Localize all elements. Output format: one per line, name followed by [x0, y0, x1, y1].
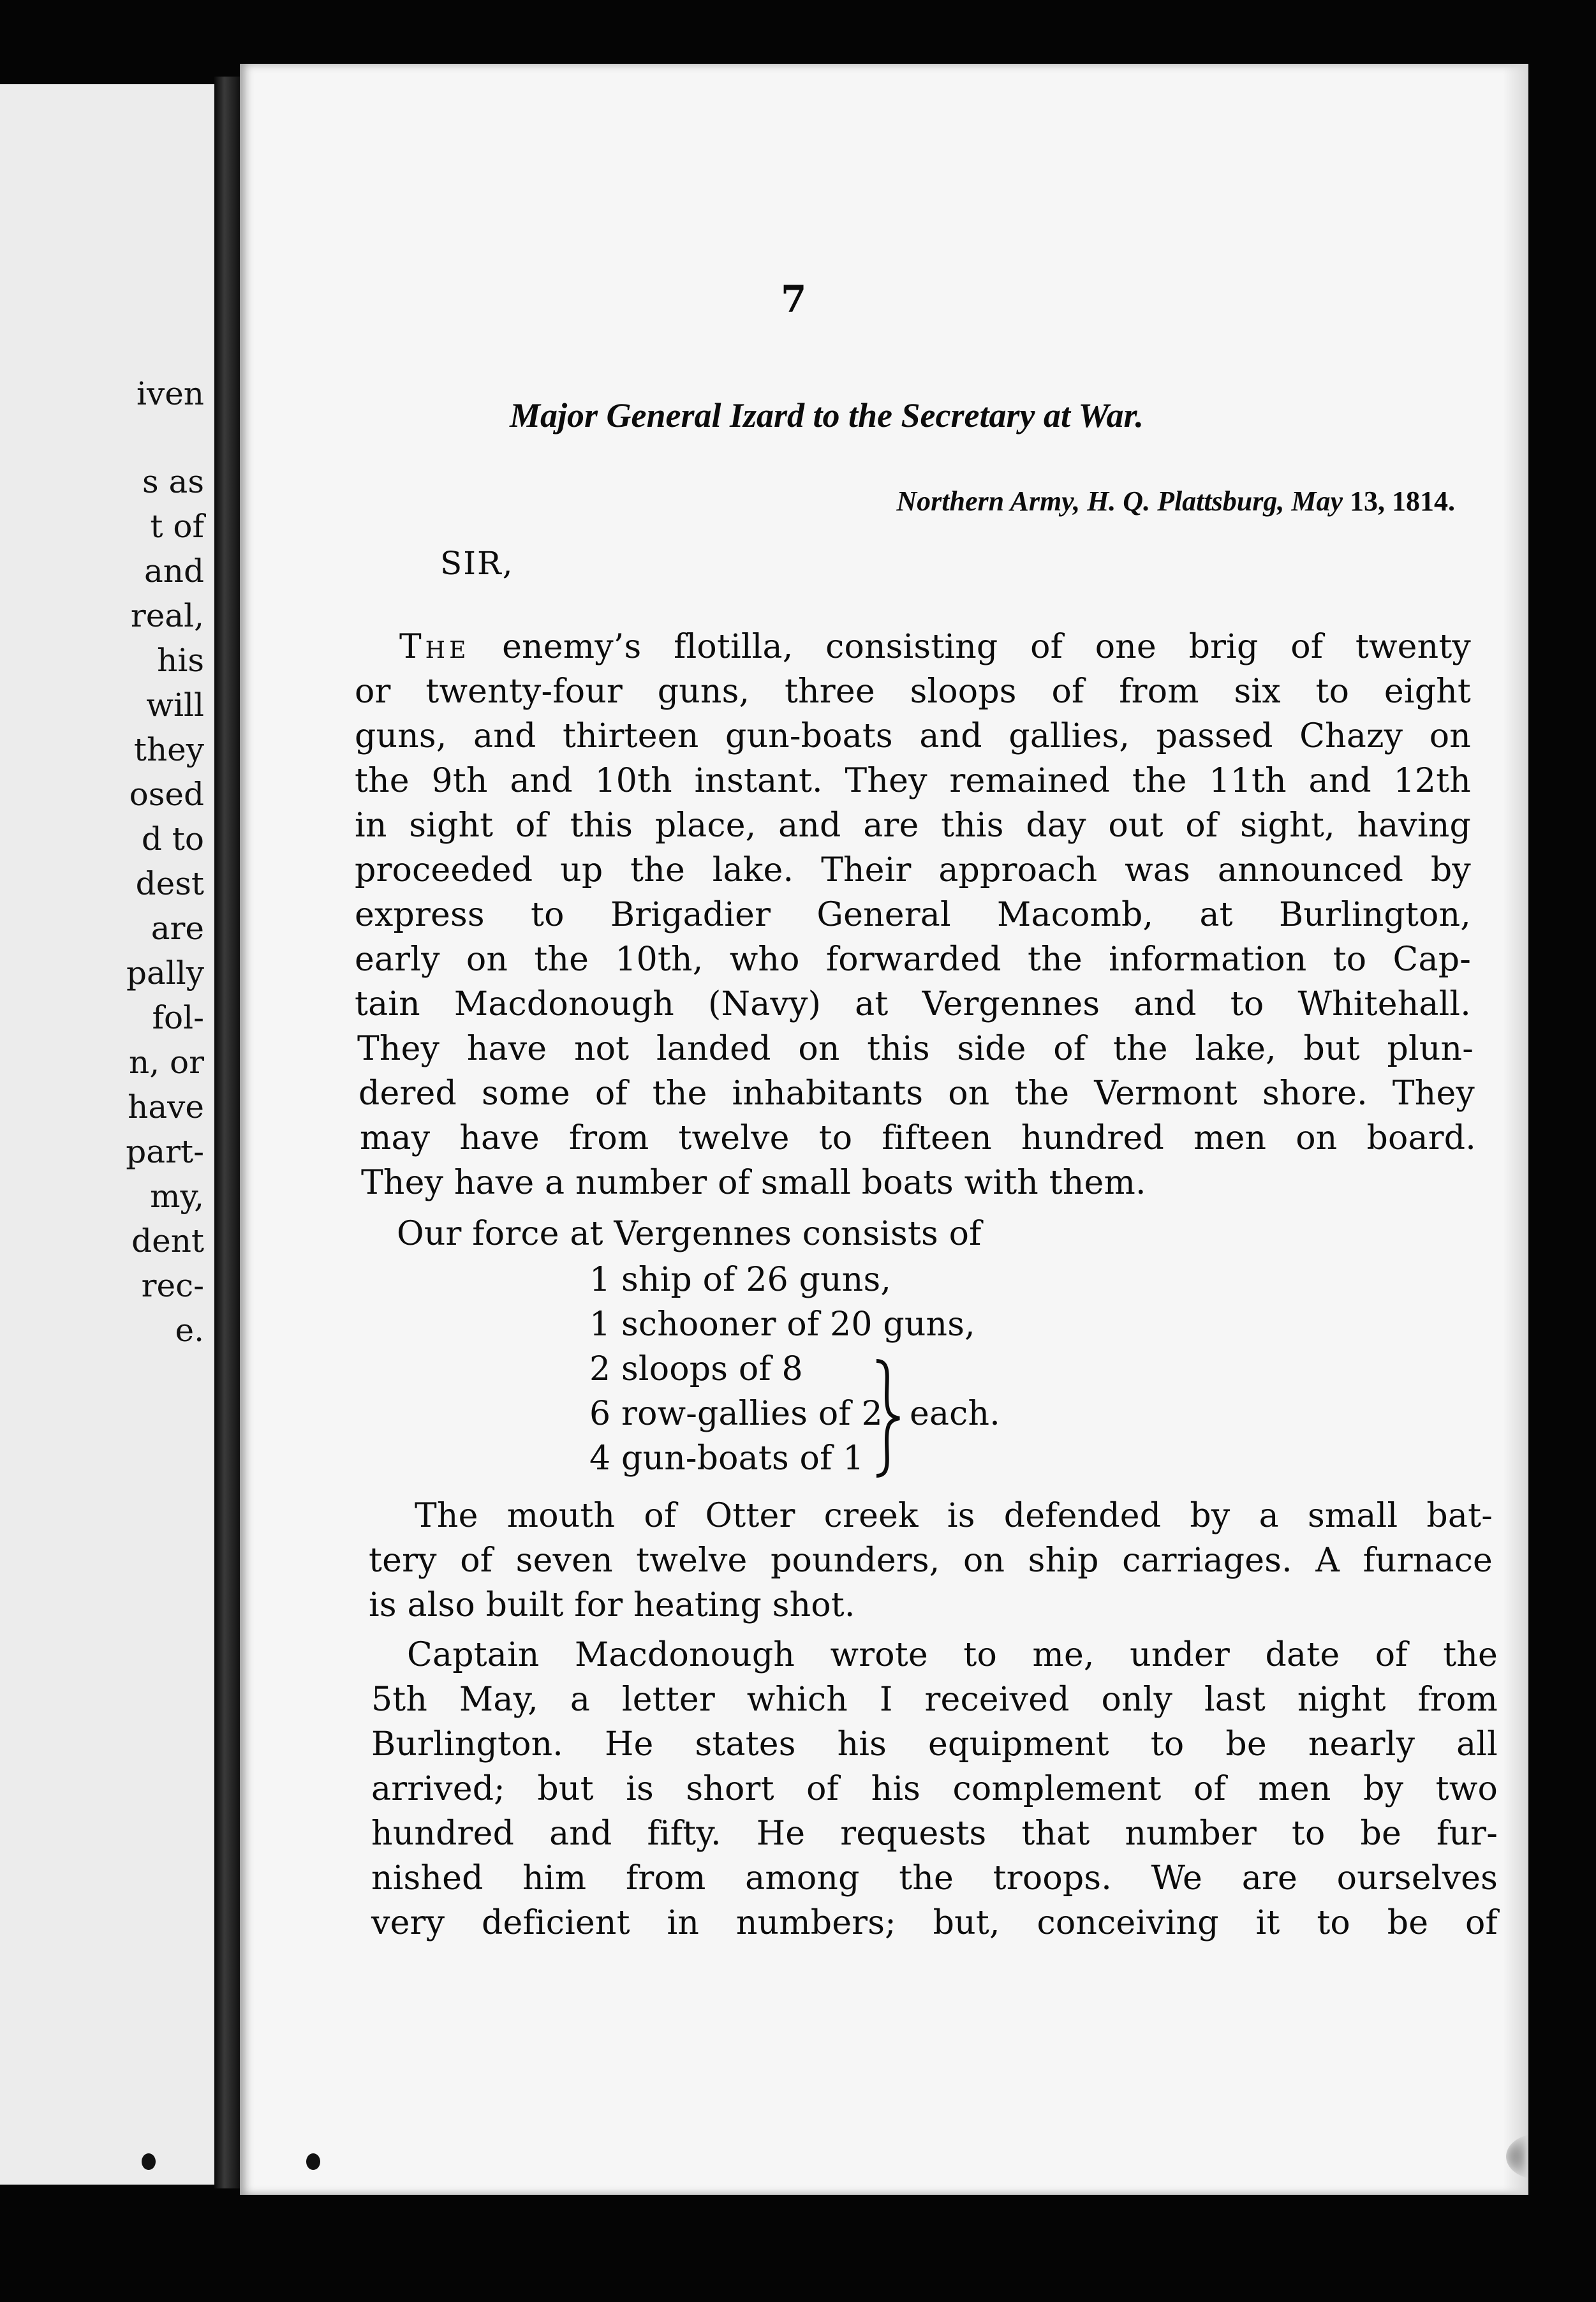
body-line: or twenty-four guns, three sloops of from six to eight	[355, 672, 1471, 711]
force-list-item: 6 row-gallies of 2	[589, 1395, 883, 1433]
force-list-item: 1 ship of 26 guns,	[589, 1261, 892, 1299]
dateline-date: 13, 1814.	[1350, 486, 1455, 517]
force-list-item: 4 gun-boats of 1	[589, 1439, 864, 1478]
left-page-fragment: dent	[131, 1222, 204, 1259]
left-page-fragment: are	[151, 910, 204, 947]
body-line: They have not landed on this side of the lake, but plun-	[357, 1030, 1474, 1068]
body-line: is also built for heating shot.	[369, 1586, 855, 1624]
left-page-fragment: pally	[126, 954, 204, 991]
scan-speck	[142, 2153, 156, 2170]
left-page-fragment: dest	[135, 865, 204, 902]
left-page-fragment: osed	[129, 776, 204, 813]
right-page	[240, 64, 1528, 2195]
left-page-fragment: s as	[142, 463, 204, 500]
force-intro: Our force at Vergennes consists of	[397, 1215, 982, 1253]
body-line: tain Macdonough (Navy) at Vergennes and to Whitehall.	[355, 985, 1471, 1023]
left-page-fragment: they	[133, 731, 204, 768]
left-page-fragment: part-	[126, 1133, 204, 1170]
drop-cap-word: The	[399, 628, 470, 666]
body-line: arrived; but is short of his complement of men by two	[371, 1770, 1498, 1808]
left-page-fragment: rec-	[141, 1267, 204, 1304]
body-line: 5th May, a letter which I received only last night from	[371, 1681, 1498, 1719]
curly-brace-graphic	[871, 1358, 903, 1479]
body-line: The mouth of Otter creek is defended by a small bat-	[415, 1497, 1493, 1535]
left-facing-page	[0, 84, 243, 2185]
scan-top-border	[0, 0, 1596, 64]
left-page-fragment: my,	[150, 1178, 204, 1215]
force-list-item: 2 sloops of 8	[589, 1350, 803, 1388]
dateline-place: Northern Army, H. Q. Plattsburg, May	[896, 486, 1343, 517]
letter-heading: Major General Izard to the Secretary at War.	[509, 396, 1144, 434]
scan-speck	[306, 2153, 320, 2170]
salutation: SIR,	[440, 545, 514, 582]
body-line: proceeded up the lake. Their approach was announced by	[355, 851, 1471, 889]
body-line: hundred and fifty. He requests that number to be fur-	[371, 1815, 1498, 1853]
left-page-fragment: iven	[136, 375, 204, 412]
body-line-text: enemy’s flotilla, consisting of one brig of twenty	[502, 628, 1471, 666]
body-line: guns, and thirteen gun-boats and gallies, passed Chazy on	[355, 717, 1471, 755]
left-page-fragment: and	[144, 553, 204, 590]
body-line: in sight of this place, and are this day out of sight, having	[355, 806, 1471, 845]
left-page-fragment: n, or	[129, 1044, 204, 1081]
left-page-fragment: will	[146, 687, 204, 724]
force-list-item: 1 schooner of 20 guns,	[589, 1305, 975, 1344]
force-each-label: each.	[910, 1395, 1000, 1433]
body-line: very deficient in numbers; but, conceiving it to be of	[371, 1904, 1498, 1942]
body-line: early on the 10th, who forwarded the information to Cap-	[355, 940, 1471, 979]
left-page-fragment: e.	[175, 1312, 204, 1349]
body-line: the 9th and 10th instant. They remained the 11th and 12th	[355, 762, 1471, 800]
body-line: may have from twelve to fifteen hundred men on board.	[360, 1119, 1476, 1157]
body-line: express to Brigadier General Macomb, at Burlington,	[355, 896, 1471, 934]
left-page-fragment: t of	[150, 508, 204, 545]
body-line: They have a number of small boats with them.	[361, 1164, 1146, 1202]
left-page-fragment: d to	[141, 821, 204, 858]
left-page-fragment: have	[128, 1088, 204, 1125]
ink-blot-mark	[1506, 2134, 1528, 2179]
body-line: Captain Macdonough wrote to me, under date of the	[407, 1636, 1498, 1674]
left-page-fragment: his	[157, 642, 204, 679]
body-line: tery of seven twelve pounders, on ship carriages. A furnace	[369, 1541, 1493, 1580]
body-line: nished him from among the troops. We are ourselves	[371, 1859, 1498, 1897]
body-line: dered some of the inhabitants on the Vermont shore. They	[358, 1074, 1475, 1113]
body-line: Burlington. He states his equipment to be nearly all	[371, 1725, 1498, 1764]
page-number: 7	[781, 278, 807, 321]
left-page-fragment: real,	[130, 597, 204, 634]
left-page-fragment: fol-	[152, 999, 204, 1036]
book-spine	[214, 77, 240, 2188]
dateline	[572, 485, 1455, 517]
body-line	[399, 630, 1471, 664]
